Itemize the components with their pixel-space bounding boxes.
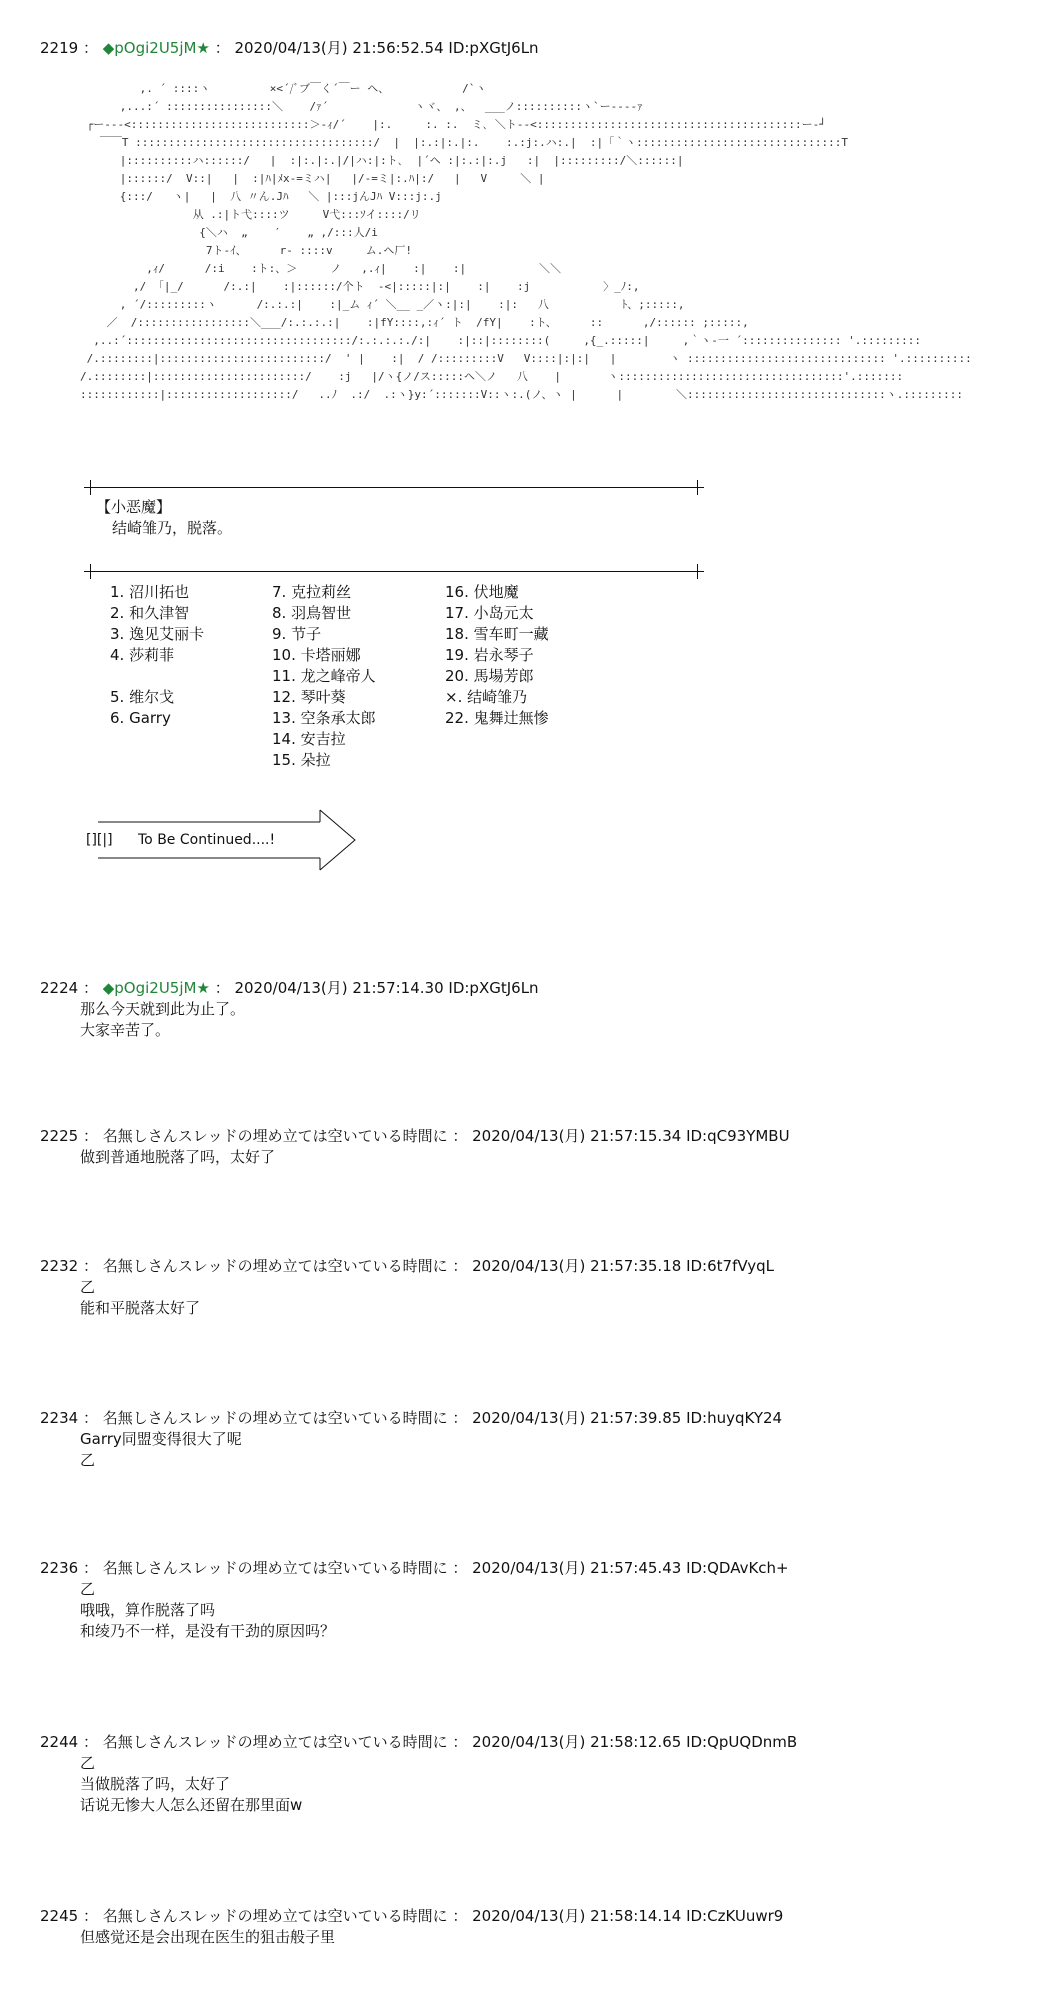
- poster-name: 名無しさんスレッドの埋め立ては空いている時間に: [102, 1733, 448, 1751]
- tripcode: ◆pOgi2U5jM: [102, 39, 197, 57]
- poster-name: 名無しさんスレッドの埋め立ては空いている時間に: [102, 1409, 448, 1427]
- list-item: 12. 琴叶葵: [272, 688, 346, 706]
- divider-line: [84, 487, 704, 488]
- tbc-label: To Be Continued....!: [138, 832, 276, 848]
- post-body-line: 乙: [80, 1451, 96, 1469]
- list-item: 1. 沼川拓也: [110, 583, 190, 601]
- post-2234: [40, 1408, 1030, 1471]
- poster-id[interactable]: ID:huyqKY24: [686, 1409, 783, 1427]
- post-2245: [40, 1906, 1030, 1948]
- post-body-line: 做到普通地脱落了吗，太好了: [80, 1148, 276, 1166]
- list-item: [110, 666, 204, 687]
- post-number[interactable]: 2236: [40, 1559, 79, 1577]
- post-date: 2020/04/13(月) 21:57:45.43: [472, 1559, 682, 1577]
- post-2225: [40, 1126, 1030, 1168]
- post-date: 2020/04/13(月) 21:56:52.54: [234, 39, 444, 57]
- post-body-line: 那么今天就到此为止了。: [80, 1000, 246, 1018]
- post-body-line: 当做脱落了吗，太好了: [80, 1775, 231, 1793]
- post-number[interactable]: 2232: [40, 1257, 79, 1275]
- post-body-line: 乙: [80, 1754, 96, 1772]
- poster-id[interactable]: ID:QDAvKch+: [686, 1559, 789, 1577]
- list-item: 20. 馬場芳郎: [445, 667, 534, 685]
- post-number[interactable]: 2219: [40, 39, 79, 57]
- list-item: 10. 卡塔丽娜: [272, 646, 361, 664]
- post-date: 2020/04/13(月) 21:57:35.18: [472, 1257, 682, 1275]
- list-item: ×. 结崎雏乃: [445, 688, 528, 706]
- post-number[interactable]: 2224: [40, 979, 79, 997]
- post-2236: [40, 1558, 1030, 1642]
- roster-column-3: [445, 582, 549, 729]
- post-header: 2219 ： ◆pOgi2U5jM★ ： 2020/04/13(月) 21:56:52.54 ID:pXGtJ6Ln: [40, 39, 539, 57]
- post-body-line: 和绫乃不一样，是没有干劲的原因吗？: [80, 1622, 336, 1640]
- list-item: 19. 岩永琴子: [445, 646, 534, 664]
- roster-column-2: [272, 582, 376, 771]
- post-date: 2020/04/13(月) 21:57:15.34: [472, 1127, 682, 1145]
- post-date: 2020/04/13(月) 21:57:14.30: [234, 979, 444, 997]
- post-number[interactable]: 2225: [40, 1127, 79, 1145]
- post-body-line: 乙: [80, 1580, 96, 1598]
- post-body-line: 大家辛苦了。: [80, 1021, 171, 1039]
- list-item: 17. 小岛元太: [445, 604, 534, 622]
- post-date: 2020/04/13(月) 21:58:12.65: [472, 1733, 682, 1751]
- post-number[interactable]: 2245: [40, 1907, 79, 1925]
- post-header: 2236 ： 名無しさんスレッドの埋め立ては空いている時間に ： 2020/04/13(月) 21:57:45.43 ID:QDAvKch+: [40, 1559, 789, 1577]
- post-header: 2232 ： 名無しさんスレッドの埋め立ては空いている時間に ： 2020/04/13(月) 21:57:35.18 ID:6t7fVyqL: [40, 1257, 774, 1275]
- list-item: 9. 节子: [272, 625, 322, 643]
- post-number[interactable]: 2244: [40, 1733, 79, 1751]
- post-header: 2245 ： 名無しさんスレッドの埋め立ては空いている時間に ： 2020/04/13(月) 21:58:14.14 ID:CzKUuwr9: [40, 1907, 784, 1925]
- list-item: 14. 安吉拉: [272, 730, 346, 748]
- list-item: 8. 羽鳥智世: [272, 604, 352, 622]
- divider-line: [84, 571, 704, 572]
- list-item: 4. 莎莉菲: [110, 646, 175, 664]
- post-header: 2224 ： ◆pOgi2U5jM★ ： 2020/04/13(月) 21:57:14.30 ID:pXGtJ6Ln: [40, 979, 539, 997]
- post-2232: [40, 1256, 1030, 1319]
- post-date: 2020/04/13(月) 21:57:39.85: [472, 1409, 682, 1427]
- post-body-line: 话说无惨大人怎么还留在那里面w: [80, 1796, 303, 1814]
- list-item: 6. Garry: [110, 709, 171, 727]
- roster-column-1: [110, 582, 204, 729]
- poster-id[interactable]: ID:pXGtJ6Ln: [448, 979, 539, 997]
- post-body-line: 能和平脱落太好了: [80, 1299, 201, 1317]
- tripcode: ◆pOgi2U5jM: [102, 979, 197, 997]
- poster-name: 名無しさんスレッドの埋め立ては空いている時間に: [102, 1127, 448, 1145]
- poster-id[interactable]: ID:qC93YMBU: [686, 1127, 790, 1145]
- poster-id[interactable]: ID:QpUQDnmB: [686, 1733, 798, 1751]
- list-item: 13. 空条承太郎: [272, 709, 376, 727]
- list-item: 22. 鬼舞辻無惨: [445, 709, 549, 727]
- ascii-art: ,. ´ ::::ヽ ×<´/ﾞブ￣く´￣ー ヘ、 /`ヽ ,...:´ ::::::::::::::::＼ /ｧ´ ヽヾ、 ,、 ___ノ::::::::::ヽ`ー----ｧ ┌ー--‐<:::::::::::::::::::::::::::＞‐ｨ/´ |:. :. :. ミ､ ＼ト-‐<::::::::::::::::::::::::::::::::::::::::ー‐┘ ￣￣T ::::::::::::::::::::::::::::::::::::/ | |:.:|:.|:. :.:j:.ハ:.| :|「｀ヽ:::::::::::::::::::::::::::::::T |::::::::::ハ::::::/ | :|:.|:.|/|ハ:|:ト､ |´ヘ :|:.:|:.j :| |:::::::::/＼::::::| |::::::/ V::| | :|ﾊ|ﾒx‐=ミハ| |/‐=ミ|:.ﾊ|:/ | V ＼ | {:::/ ヽ| | 八 〃ん.Jﾊ ＼ |:::jんJﾊ V:::j:.j 从 .:|ト弋::::ツ V弋:::ｿイ::::/リ {＼ハ „ ′ „ ,/:::人/i 7ト-ｲ、 r‐ ::::v ム.ヘ厂! ,ｨ/ /:i :ト:、＞ ノ ,.ｨ| :| :| ＼＼ ,/ 「|_/ /:.:| :|::::::/个ト ‐<|:::::|:| :| :j 〉_ﾉ:, , ´/:::::::::ヽ /:.:.:| :|_ム ｨ´ ＼__ _／ヽ:|:| :|: 八 ﾄ、;:::::, ／ /:::::::::::::::::＼___/:.:.:.:| :|fY::::,:ｨ´ ト /fY| :ト、 :: ,/:::::: ;:::::, ,..:´::::::::::::::::::::::::::::::::::/:.:.:.:./:| :|::|::::::::( ,{_.:::::| ,｀ヽ-一 ´::::::::::::::: '.::::::::: /.::::::::|:::::::::::::::::::::::::/ ' | :| / /:::::::::V V::::|:|:| | ヽ :::::::::::::::::::::::::::::: '.:::::::::: /.::::::::|:::::::::::::::::::::::/ :j |/ヽ{ノ/ス:::::ヘ＼ノ 八 | ヽ::::::::::::::::::::::::::::::::::'.::::::: ::::::::::::|:::::::::::::::::::/ ..ﾉ .:/ .:ヽ}y:´:::::::V::ヽ:.(ノ、ヽ | | ＼::::::::::::::::::::::::::::::ヽ.:::::::::: [80, 82, 972, 401]
- post-body-line: 但感觉还是会出现在医生的狙击般子里: [80, 1928, 336, 1946]
- poster-name: 名無しさんスレッドの埋め立ては空いている時間に: [102, 1257, 448, 1275]
- poster-id[interactable]: ID:CzKUuwr9: [686, 1907, 784, 1925]
- to-be-continued-arrow: [80, 808, 380, 876]
- star-icon: ★: [196, 979, 210, 997]
- post-header: 2244 ： 名無しさんスレッドの埋め立ては空いている時間に ： 2020/04/13(月) 21:58:12.65 ID:QpUQDnmB: [40, 1733, 798, 1751]
- poster-id[interactable]: ID:pXGtJ6Ln: [448, 39, 539, 57]
- list-item: 15. 朵拉: [272, 751, 331, 769]
- poster-name: 名無しさんスレッドの埋め立ては空いている時間に: [102, 1907, 448, 1925]
- post-body-line: 乙: [80, 1278, 96, 1296]
- tbc-symbol: [][|]: [86, 832, 113, 848]
- post-header: 2225 ： 名無しさんスレッドの埋め立ては空いている時間に ： 2020/04/13(月) 21:57:15.34 ID:qC93YMBU: [40, 1127, 790, 1145]
- post-header: 2234 ： 名無しさんスレッドの埋め立ては空いている時間に ： 2020/04/13(月) 21:57:39.85 ID:huyqKY24: [40, 1409, 783, 1427]
- post-2224: [40, 978, 1030, 1041]
- list-item: 2. 和久津智: [110, 604, 190, 622]
- list-item: 5. 维尔戈: [110, 688, 175, 706]
- post-body-line: Garry同盟变得很大了呢: [80, 1430, 242, 1448]
- list-item: 11. 龙之峰帝人: [272, 667, 376, 685]
- announcement-body: 结崎雏乃，脱落。: [112, 519, 233, 537]
- list-item: 16. 伏地魔: [445, 583, 519, 601]
- list-item: 3. 逸见艾丽卡: [110, 625, 205, 643]
- post-2244: [40, 1732, 1030, 1816]
- post-number[interactable]: 2234: [40, 1409, 79, 1427]
- poster-id[interactable]: ID:6t7fVyqL: [686, 1257, 774, 1275]
- post-2219: [40, 38, 1030, 59]
- list-item: 18. 雪车町一藏: [445, 625, 549, 643]
- post-body-line: 哦哦，算作脱落了吗: [80, 1601, 216, 1619]
- poster-name: 名無しさんスレッドの埋め立ては空いている時間に: [102, 1559, 448, 1577]
- announcement-title: 【小恶魔】: [96, 498, 172, 516]
- star-icon: ★: [196, 39, 210, 57]
- list-item: 7. 克拉莉丝: [272, 583, 352, 601]
- post-date: 2020/04/13(月) 21:58:14.14: [472, 1907, 682, 1925]
